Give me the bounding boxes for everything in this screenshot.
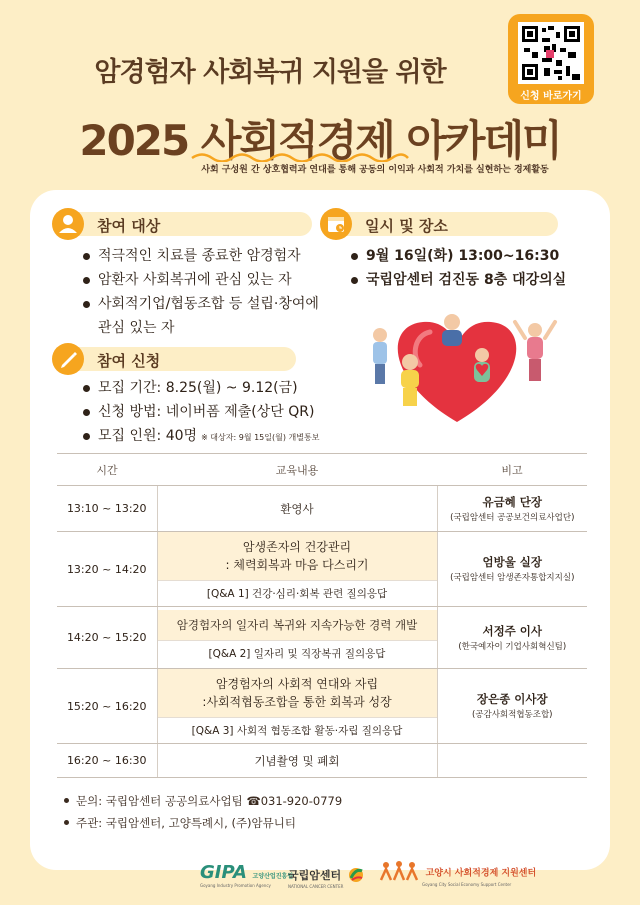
content-cell: 암생존자의 건강관리 : 체력회복과 마음 다스리기 [Q&A 1] 건강·심리·회복 관련 질의응답: [157, 532, 437, 607]
tagline: 사회 구성원 간 상호협력과 연대를 통해 공동의 이익과 사회적 가치를 실현하는 경제활동: [201, 165, 549, 175]
list-item: 신청 방법: 네이버폼 제출(상단 QR): [80, 400, 370, 424]
list-item: 모집 인원: 40명 ※ 대상자: 9월 15일(월) 개별통보: [80, 424, 370, 450]
ncc-logo: 국립암센터 NATIONAL CANCER CENTER: [288, 864, 365, 889]
apply-list: [80, 376, 370, 450]
target-list: [80, 244, 340, 340]
header-time: 시간: [57, 454, 157, 486]
apply-note: ※ 대상자: 9월 15일(월) 개별통보: [201, 433, 320, 442]
table-header-row: [57, 454, 587, 486]
table-row: [57, 486, 587, 532]
qr-apply-button[interactable]: [508, 14, 594, 104]
calendar-icon: [320, 208, 352, 240]
header: [0, 0, 640, 190]
contact-organizer: 주관: 국립암센터, 고양특례시, (주)암뮤니티: [62, 812, 342, 834]
wave-decoration-icon: [190, 150, 410, 162]
section-apply-title: 참여 신청: [97, 352, 161, 370]
section-target-title: 참여 대상: [97, 217, 161, 235]
contact-info: [62, 790, 342, 834]
content-cell: 환영사: [157, 486, 437, 532]
speaker-cell: 유금혜 단장 (국립암센터 공공보건의료사업단): [437, 486, 587, 532]
time-cell: 13:10 ~ 13:20: [57, 486, 157, 532]
time-cell: 14:20 ~ 15:20: [57, 607, 157, 669]
goyang-social-economy-logo: 고양시 사회적경제 지원센터 Goyang City Social Economy Support Center: [378, 860, 536, 887]
list-item: 사회적기업/협동조합 등 설립·창여에: [80, 292, 340, 316]
page-subtitle: 암경험자 사회복귀 지원을 위한: [94, 57, 446, 88]
speaker-cell: 서정주 이사 (한국예자이 기업사회혁신팀): [437, 607, 587, 669]
section-schedule-header: [320, 210, 558, 238]
table-row: [57, 607, 587, 669]
speaker-cell: 엄방울 실장 (국립암센터 암생존자통합지지실): [437, 532, 587, 607]
person-icon: [52, 208, 84, 240]
list-item: 모집 기간: 8.25(월) ~ 9.12(금): [80, 376, 370, 400]
list-item: 적극적인 치료를 종료한 암경험자: [80, 244, 340, 268]
ncc-symbol-icon: [347, 866, 365, 884]
table-row: [57, 669, 587, 744]
heart-family-illustration-icon: [345, 310, 570, 425]
program-table: [57, 453, 587, 778]
time-cell: 15:20 ~ 16:20: [57, 669, 157, 744]
qr-code-icon[interactable]: [518, 22, 584, 84]
header-content: 교육내용: [157, 454, 437, 486]
time-cell: 16:20 ~ 16:30: [57, 744, 157, 778]
section-apply-header: [52, 345, 296, 373]
speaker-cell: 장은종 이사장 (공감사회적협동조합): [437, 669, 587, 744]
content-cell: 암경험자의 일자리 복귀와 지속가능한 경력 개발 [Q&A 2] 일자리 및 직장복귀 질의응답: [157, 607, 437, 669]
table-row: [57, 744, 587, 778]
schedule-list: [348, 244, 598, 292]
content-cell: 기념촬영 및 폐회: [157, 744, 437, 778]
content-cell: 암경험자의 사회적 연대와 자립 :사회적협동조합을 통한 회복과 성장 [Q&A 3] 사회적 협동조합 활동·자립 질의응답: [157, 669, 437, 744]
page-title: 2025 사회적경제 아카데미: [79, 116, 561, 165]
list-item: 암환자 사회복귀에 관심 있는 자: [80, 268, 340, 292]
table-row: [57, 532, 587, 607]
time-cell: 13:20 ~ 14:20: [57, 532, 157, 607]
contact-inquiry: 문의: 국립암센터 공공의료사업팀 ☎031-920-0779: [62, 790, 342, 812]
list-item: 관심 있는 자: [98, 320, 175, 336]
qr-label[interactable]: 신청 바로가기: [520, 91, 582, 102]
gipa-logo: GIPA 고양산업진흥원 Goyang Industry Promotion Agency: [200, 862, 294, 888]
header-note: 비고: [437, 454, 587, 486]
list-item: 국립암센터 검진동 8층 대강의실: [348, 268, 598, 292]
footer-logos: [0, 862, 640, 905]
pencil-icon: [52, 343, 84, 375]
section-schedule-title: 일시 및 장소: [365, 217, 448, 235]
list-item: 9월 16일(화) 13:00~16:30: [348, 244, 598, 268]
speaker-cell: [437, 744, 587, 778]
people-symbol-icon: [378, 860, 420, 882]
section-target-header: [52, 210, 312, 238]
